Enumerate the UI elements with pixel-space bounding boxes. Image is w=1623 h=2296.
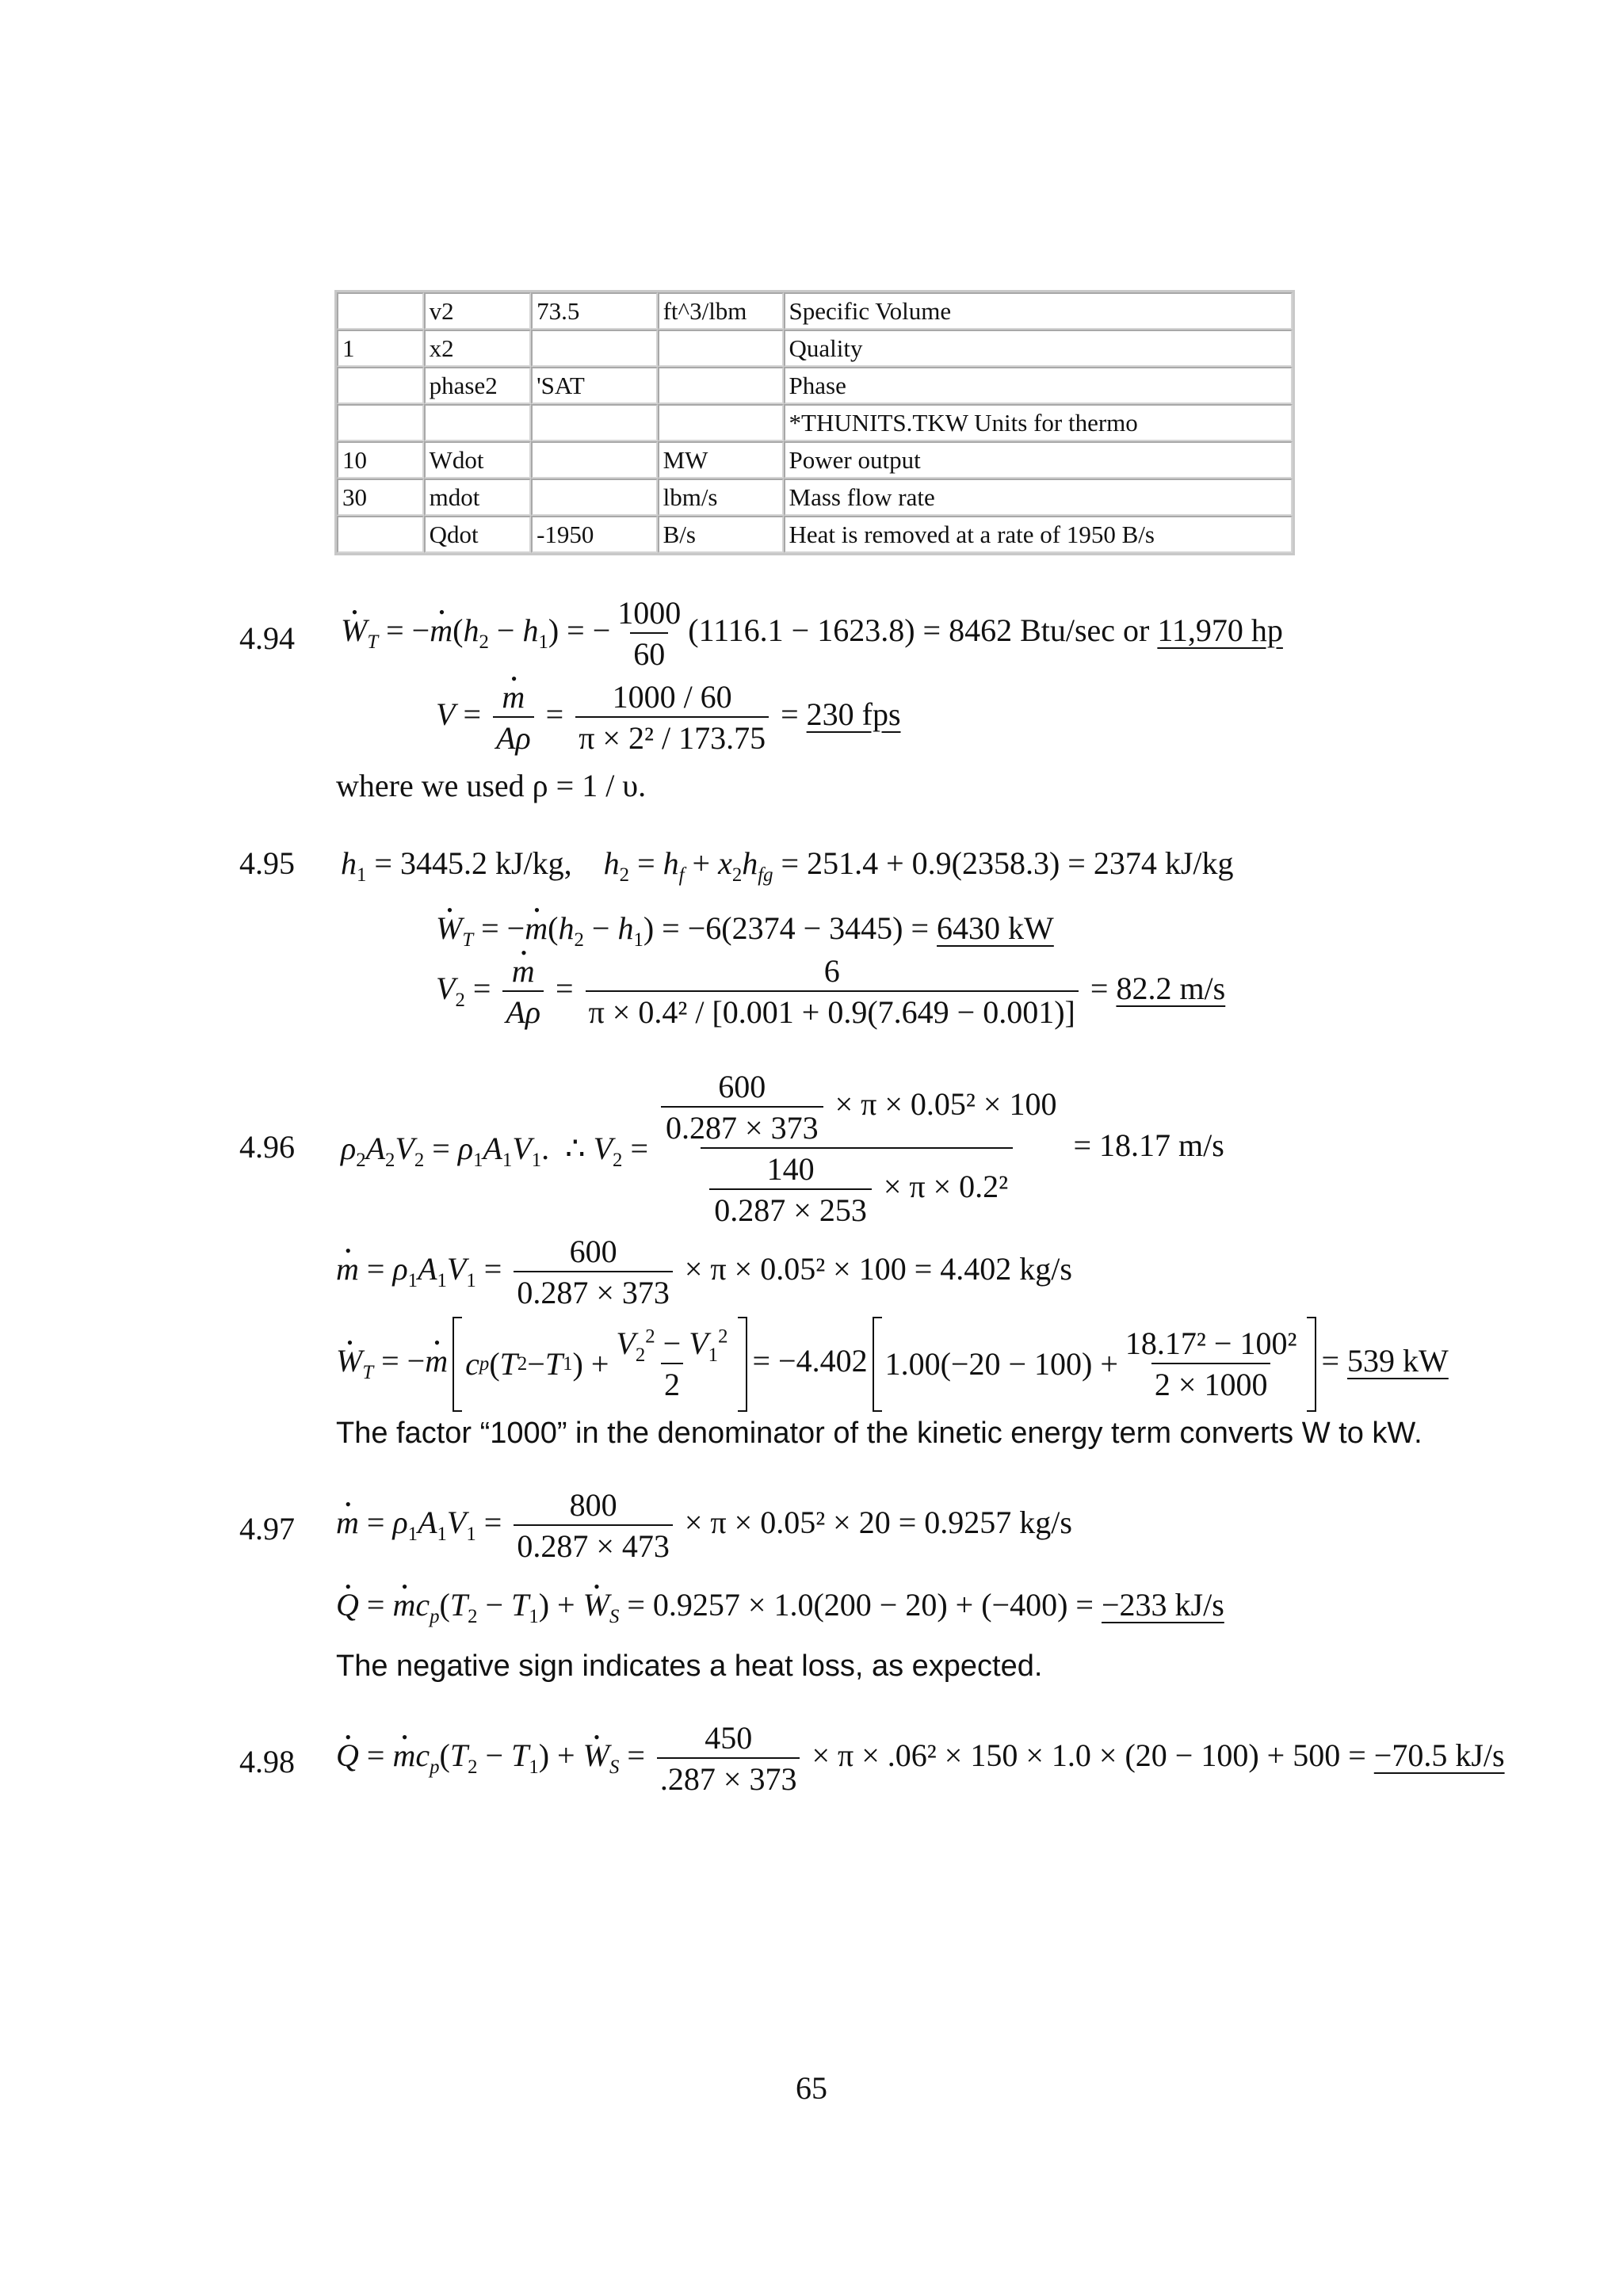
problem-4-96-number: 4.96	[239, 1129, 295, 1165]
table-cell: B/s	[658, 516, 784, 553]
eq-tail: × π × .06² × 150 × 1.0 × (20 − 100) + 500 =	[804, 1737, 1374, 1774]
problem-4-94-note: where we used ρ = 1 / υ.	[336, 768, 647, 803]
problem-4-96-mdot: m • = $\rho_1A_1V_1$ = $\frac{600}{0.287 \times 373}$ × π × 0.05² × 100 = 4.402 kg/s	[336, 1236, 1072, 1309]
table-cell: v2	[424, 292, 531, 330]
table-cell: mdot	[424, 479, 531, 516]
problem-4-94-eq2: V = $\frac{m •}{A\rho}$ = $\frac{1000 / 60}{\text{π × 2² / 173.75}}$ = 230 fps	[436, 681, 901, 754]
work-inner: 1.00(−20 − 100) +	[884, 1346, 1118, 1382]
frac-num: 800	[569, 1487, 617, 1523]
table-row	[337, 367, 1293, 404]
frac-num: 6	[823, 953, 840, 989]
top-tail: × π × 0.05² × 100	[827, 1086, 1057, 1123]
page-number: 65	[796, 2070, 827, 2106]
mdot-tail: × π × 0.05² × 100 = 4.402 kg/s	[676, 1251, 1072, 1287]
frac-den: 60	[630, 632, 668, 670]
problem-4-96-eq1: $\rho_2A_2V_2 = \rho_1A_1V_1$. ∴ $V_2$ = $\frac{600}{0.287 \times 373}$ × π × 0.05² × 100 $\frac{140}{0.287 \times 253}$ × π × 0.2² = 18.17 m/s	[341, 1069, 1224, 1228]
problem-4-97-number: 4.97	[239, 1511, 295, 1547]
work-answer: 539 kW	[1347, 1343, 1449, 1379]
table-cell: Mass flow rate	[784, 479, 1293, 516]
problem-4-98-number: 4.98	[239, 1744, 295, 1779]
table-row	[337, 441, 1293, 479]
table-cell	[337, 404, 424, 441]
table-cell: 73.5	[531, 292, 658, 330]
eq2-answer: 230 fps	[806, 696, 901, 733]
table-cell: *THUNITS.TKW Units for thermo	[784, 404, 1293, 441]
variables-table	[334, 290, 1295, 555]
eq1-rhs: (1116.1 − 1623.8) = 8462 Btu/sec or	[688, 612, 1158, 649]
v2-answer: = 18.17 m/s	[1073, 1127, 1224, 1164]
table-cell: Quality	[784, 330, 1293, 367]
frac-num: 450	[705, 1720, 753, 1756]
frac-den: 0.287 × 373	[661, 1106, 823, 1144]
table-cell	[337, 516, 424, 553]
problem-4-96-work: W $•_T = -m$ • c p ( T 2 − T 1 ) + $\frac{V_2^2 - V_1^2}{2}$ = −4.402 1.00(−20 − 100) + $\frac{\text{18.17² − 100²}}{2 \times 1000}$ = 539 kW	[336, 1317, 1449, 1412]
table-cell: Phase	[784, 367, 1293, 404]
frac-num: 140	[766, 1151, 815, 1187]
table-cell: 10	[337, 441, 424, 479]
table-cell: lbm/s	[658, 479, 784, 516]
table-cell: MW	[658, 441, 784, 479]
table-cell	[658, 330, 784, 367]
table-cell: ft^3/lbm	[658, 292, 784, 330]
table-cell	[531, 479, 658, 516]
table-cell	[658, 367, 784, 404]
frac-num: 18.17² − 100²	[1125, 1325, 1297, 1361]
problem-4-95-number: 4.95	[239, 845, 295, 881]
frac-num: 1000	[617, 595, 682, 631]
eq2-rhs: = −6(2374 − 3445) =	[654, 910, 938, 946]
problem-4-97-mdot: m • = $\rho_1A_1V_1$ = $\frac{800}{0.287 \times 473}$ × π × 0.05² × 20 = 0.9257 kg/s	[336, 1489, 1072, 1562]
problem-4-95-eq2: W $•_T = -m$ $•(h_2 - h_1) = -6(2374 - 3445) = 6430$ kW	[436, 913, 1054, 944]
table-row	[337, 516, 1293, 553]
problem-4-94-eq1: W $•_T = -m$ $•(h_2 - h_1)$ = − $\frac{1000}{60}$ (1116.1 − 1623.8) = 8462 Btu/sec or 11,970 hp	[341, 597, 1283, 670]
table-cell: 'SAT	[531, 367, 658, 404]
eq2-answer: 6430 kW	[937, 910, 1054, 946]
table-cell: -1950	[531, 516, 658, 553]
mdot-tail: × π × 0.05² × 20 = 0.9257 kg/s	[676, 1505, 1072, 1541]
table-cell	[531, 404, 658, 441]
table-cell: phase2	[424, 367, 531, 404]
table-cell: Wdot	[424, 441, 531, 479]
frac-den: π × 2² / 173.75	[575, 716, 769, 754]
frac-den: 0.287 × 373	[514, 1271, 673, 1309]
table-cell	[337, 367, 424, 404]
table-cell: Qdot	[424, 516, 531, 553]
frac-num: 1000 / 60	[612, 679, 732, 715]
table-cell	[337, 292, 424, 330]
problem-4-98-eq: Q • = m $•c_p(T_2 - T_1) + W$ $•_S$ = $\frac{450}{.287 \times 373}$ × π × .06² × 150 × 1.0 × (20 − 100) + 500 = −70.5 kJ/s	[336, 1722, 1505, 1795]
frac-den: 0.287 × 253	[709, 1188, 872, 1226]
frac-num: 600	[569, 1234, 617, 1269]
table-row	[337, 330, 1293, 367]
table-cell: Heat is removed at a rate of 1950 B/s	[784, 516, 1293, 553]
frac-den: 0.287 × 473	[514, 1524, 673, 1562]
eq-answer: −70.5 kJ/s	[1373, 1737, 1505, 1774]
table-cell: 30	[337, 479, 424, 516]
table-cell	[424, 404, 531, 441]
table-cell: Power output	[784, 441, 1293, 479]
table-cell	[531, 330, 658, 367]
bottom-tail: × π × 0.2²	[875, 1169, 1009, 1205]
table-cell	[658, 404, 784, 441]
problem-4-97-heat: Q • = m $•c_p(T_2 - T_1) + W$ $•_S = 0.9257 \times 1.0(200 - 20) + (-400) = -233$ kJ/s	[336, 1589, 1224, 1621]
problem-4-97-note: The negative sign indicates a heat loss, as expected.	[336, 1650, 1043, 1683]
problem-4-95-eq1: $h_1 = 3445.2$ kJ/kg, $h_2 = h_f + x_2h_{fg} = 251.4 + 0.9(2358.3) = 2374$ kJ/kg	[341, 845, 1234, 886]
table-cell: x2	[424, 330, 531, 367]
frac-den: .287 × 373	[657, 1757, 800, 1795]
eq3-answer: 82.2 m/s	[1116, 971, 1226, 1007]
heat-rhs: = 0.9257 × 1.0(200 − 20) + (−400) =	[619, 1587, 1102, 1623]
frac-den: 2 × 1000	[1151, 1363, 1271, 1401]
problem-4-94-number: 4.94	[239, 620, 295, 656]
heat-answer: −233 kJ/s	[1101, 1587, 1224, 1623]
table-row	[337, 404, 1293, 441]
table-row	[337, 479, 1293, 516]
eq1-answer: 11,970 hp	[1157, 612, 1283, 649]
table-cell: 1	[337, 330, 424, 367]
table-cell	[531, 441, 658, 479]
work-coeff: = −4.402	[752, 1343, 868, 1379]
frac-den: π × 0.4² / [0.001 + 0.9(7.649 − 0.001)]	[586, 990, 1079, 1028]
problem-4-96-note: The factor “1000” in the denominator of the kinetic energy term converts W to kW.	[336, 1417, 1423, 1450]
frac-num: 600	[718, 1069, 766, 1104]
table-cell: Specific Volume	[784, 292, 1293, 330]
table-row	[337, 292, 1293, 330]
problem-4-95-eq3: $V_2$ = $\frac{m •}{A\rho}$ = $\frac{6}{\text{π × 0.4² / [0.001 + 0.9(7.649 − 0.001)]}}$ = 82.2 m/s	[436, 955, 1225, 1028]
